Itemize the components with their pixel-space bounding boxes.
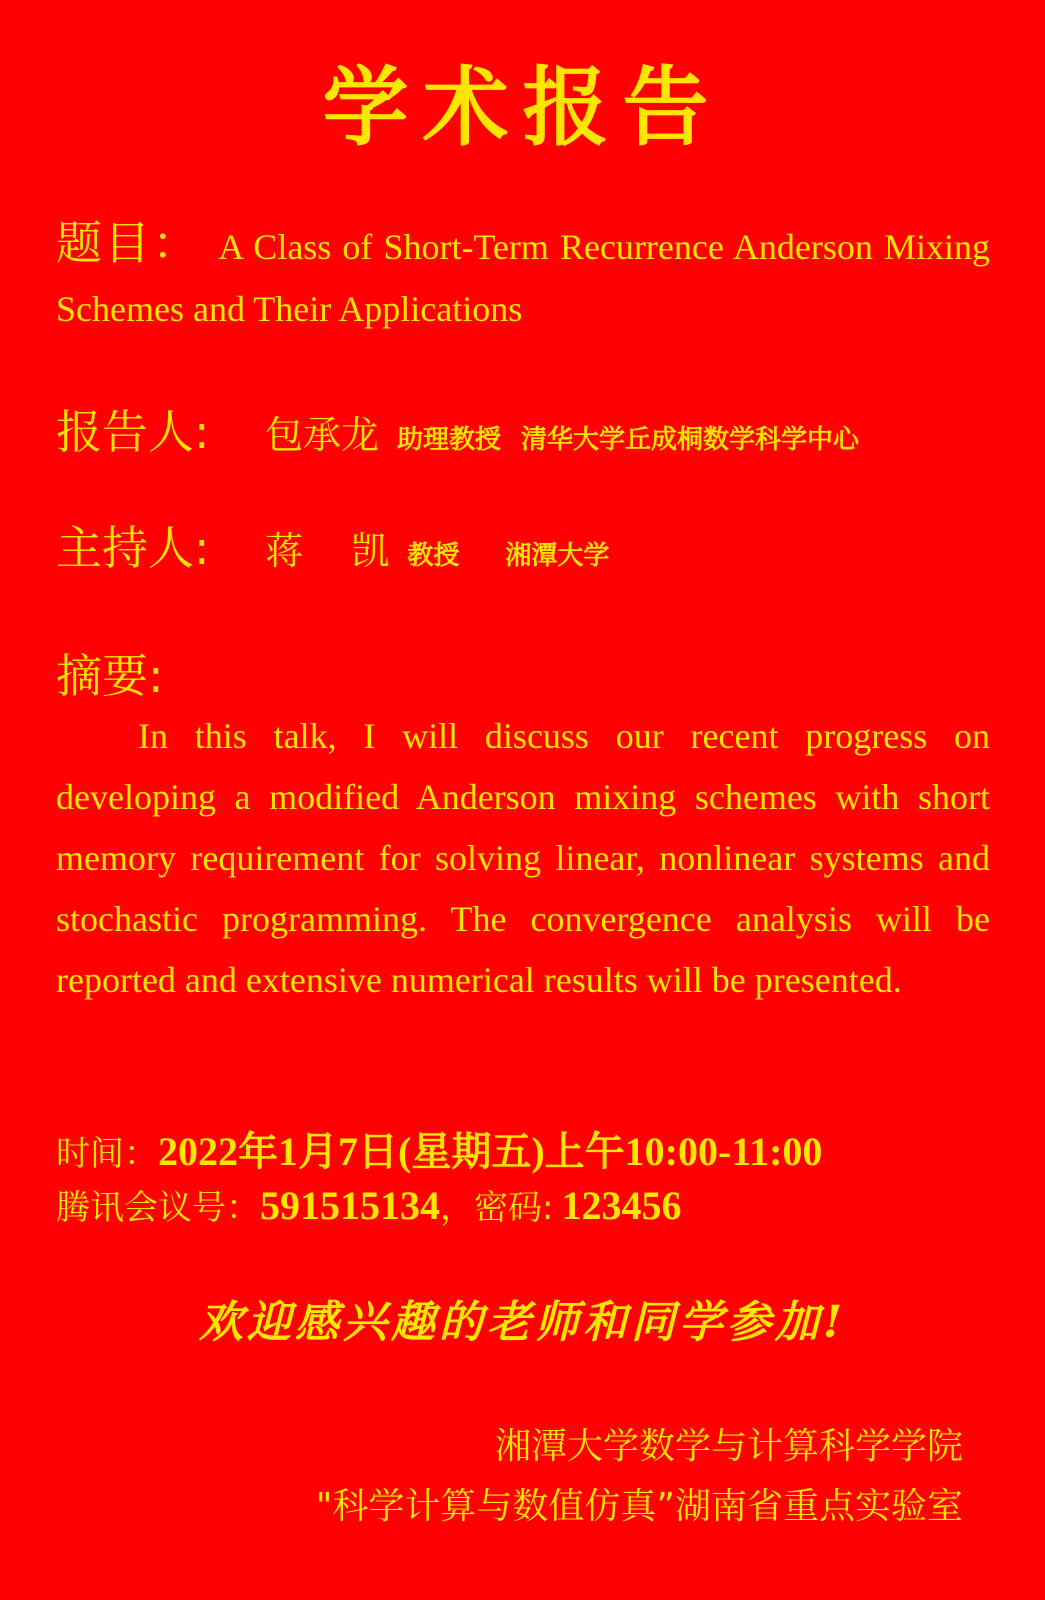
footer-organizer: 湘潭大学数学与计算科学学院 [494, 1426, 963, 1467]
host-affiliation: 湘潭大学 [505, 541, 610, 571]
meeting-row [56, 1180, 681, 1229]
meeting-password: 123456 [561, 1183, 682, 1228]
speaker-label: 报告人: [56, 405, 210, 459]
host-name: 蒋 凯 [265, 529, 390, 573]
time-row [56, 1120, 822, 1177]
meeting-label: 腾讯会议号： [56, 1188, 260, 1228]
time-label: 时间： [56, 1134, 158, 1174]
speaker-affiliation: 清华大学丘成桐数学科学中心 [521, 425, 860, 455]
host-row [56, 512, 609, 578]
topic-block [56, 212, 990, 340]
abstract-text: In this talk, I will discuss our recent progress on developing a modified Anderson mixing schemes with short memory requirement for solving linear, nonlinear systems and stochastic programming. The convergence analysis will be reported and extensive numerical results will be presented. [56, 716, 990, 1000]
topic-text: A Class of Short-Term Recurrence Anderson Mixing Schemes and Their Applications [56, 227, 990, 329]
page-title: 学术报告 [322, 58, 723, 158]
host-position: 教授 [407, 541, 460, 571]
speaker-position: 助理教授 [397, 425, 502, 455]
abstract-label: 摘要: [56, 649, 164, 703]
speaker-name: 包承龙 [265, 413, 380, 457]
welcome-message: 欢迎感兴趣的老师和同学参加! [198, 1297, 847, 1348]
time-value: 2022年1月7日(星期五)上午10:00-11:00 [158, 1129, 823, 1174]
footer-lab: "科学计算与数值仿真”湖南省重点实验室 [315, 1486, 963, 1527]
speaker-row [56, 396, 859, 462]
password-label: ，密码: [440, 1188, 554, 1228]
meeting-id: 591515134 [260, 1183, 440, 1228]
host-label: 主持人: [56, 521, 210, 575]
topic-label: 题目： [56, 216, 201, 270]
